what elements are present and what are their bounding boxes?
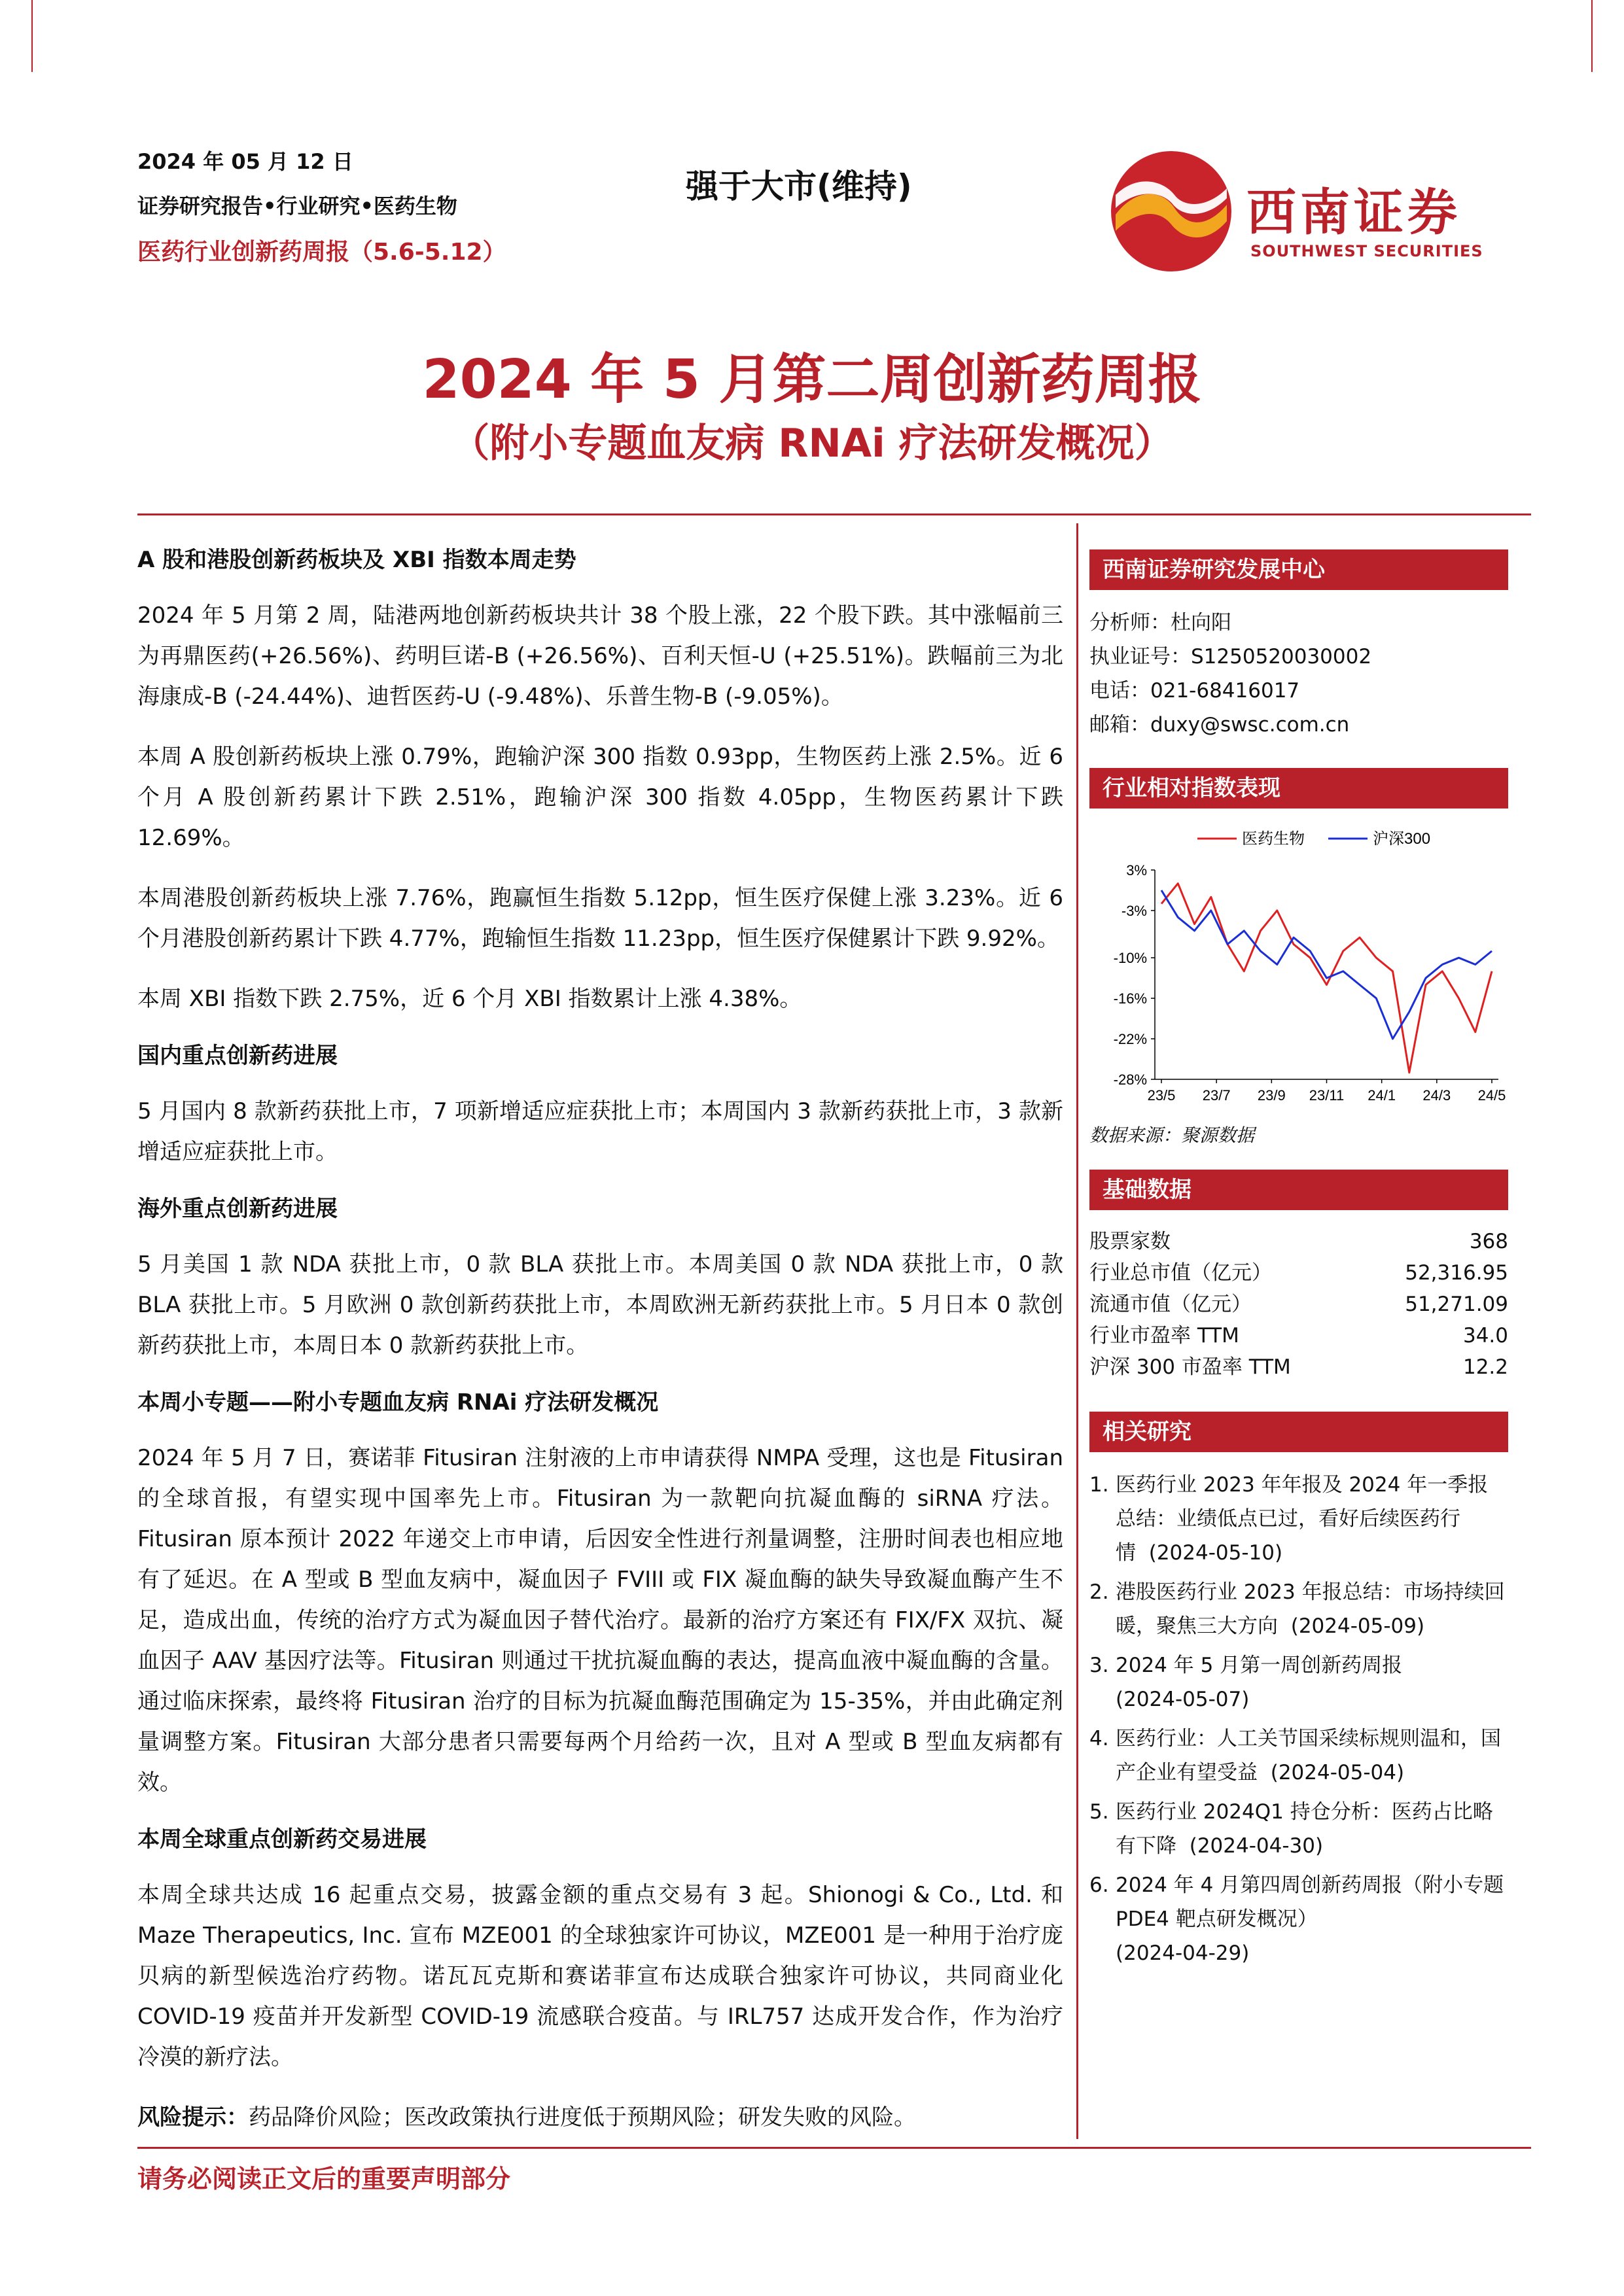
x-tick-label: 23/7 [1202,1087,1231,1104]
series-line-csi300 [1161,890,1492,1039]
y-tick-label: -16% [1113,990,1147,1007]
item-number: 4. [1089,1727,1109,1750]
research-center-header: 西南证券研究发展中心 [1089,549,1508,590]
item-date: (2024-05-07) [1116,1688,1250,1711]
phone-row [1089,674,1508,708]
y-tick-label: 3% [1126,862,1147,878]
x-tick-label: 23/11 [1309,1087,1345,1104]
list-item[interactable] [1089,1722,1508,1790]
y-tick-label: -10% [1113,950,1147,967]
row-label: 沪深 300 市盈率 TTM [1089,1355,1291,1379]
list-item[interactable] [1089,1795,1508,1863]
x-tick-label: 24/1 [1368,1087,1396,1104]
legend-label: 医药生物 [1242,830,1305,848]
section-heading: 本周全球重点创新药交易进展 [137,1826,427,1852]
paragraph: 本周全球共达成 16 起重点交易，披露金额的重点交易有 3 起。Shionogi & Co., Ltd. 和 Maze Therapeutics, Inc. 宣布 MZE001 的全球独家许可协议，MZE001 是一种用于治疗庞贝病的新型候选治疗药物。诺瓦瓦克斯和赛诺菲宣布达成联合独家许可协议，共同商业化 COVID-19 疫苗并开发新型 COVID-19 流感联合疫苗。与 IRL757 达成开发合作，作为治疗冷漠的新疗法。 [137,1882,1063,2070]
disclaimer-footer: 请务必阅读正文后的重要声明部分 [137,2164,511,2193]
section-special-topic [137,1385,1063,1803]
section-global-deals [137,1822,1063,2078]
section-domestic-progress [137,1039,1063,1172]
rating: 强于大市(维持) [686,167,912,205]
corner-line-left [31,0,33,72]
legend-label: 沪深300 [1373,830,1431,848]
item-date: (2024-05-04) [1270,1761,1405,1784]
section-market-trend [137,543,1063,1019]
risk-text: 药品降价风险；医改政策执行进度低于预期风险；研发失败的风险。 [249,2104,916,2131]
risk-warning [137,2097,1063,2138]
x-tick-label: 24/5 [1477,1087,1506,1104]
item-date: (2024-04-30) [1189,1834,1324,1858]
email-row [1089,708,1508,742]
corner-line-right [1591,0,1593,72]
company-logo [1109,145,1502,276]
row-label: 行业总市值（亿元） [1089,1261,1272,1285]
row-label: 股票家数 [1089,1230,1171,1253]
row-label: 行业市盈率 TTM [1089,1324,1239,1348]
item-number: 2. [1089,1580,1109,1604]
list-item[interactable] [1089,1575,1508,1643]
section-heading: A 股和港股创新药板块及 XBI 指数本周走势 [137,547,576,573]
y-tick-label: -22% [1113,1031,1147,1048]
info-label: 邮箱： [1089,713,1150,737]
risk-label: 风险提示： [137,2104,249,2131]
sidebar [1089,549,1508,1975]
info-label: 分析师： [1089,611,1171,635]
chart-header: 行业相对指数表现 [1089,768,1508,809]
basic-data-header: 基础数据 [1089,1170,1508,1210]
email-link[interactable]: duxy@swsc.com.cn [1150,713,1350,737]
item-date: (2024-04-29) [1116,1941,1250,1965]
x-tick-label: 23/9 [1257,1087,1286,1104]
info-label: 电话： [1089,679,1150,703]
analyst-info [1089,606,1508,742]
item-title: 医药行业 2024Q1 持仓分析：医药占比略有下降 [1116,1800,1493,1858]
related-research-list [1089,1468,1508,1970]
paragraph: 5 月国内 8 款新药获批上市，7 项新增适应症获批上市；本周国内 3 款新药获批上市，3 款新增适应症获批上市。 [137,1098,1063,1165]
item-title: 医药行业 2023 年年报及 2024 年一季报总结：业绩低点已过，看好后续医药行情 [1116,1473,1489,1565]
row-value: 34.0 [1462,1324,1508,1348]
item-number: 5. [1089,1800,1109,1824]
info-value: 021-68416017 [1150,679,1300,703]
item-number: 6. [1089,1873,1109,1897]
item-title: 港股医药行业 2023 年报总结：市场持续回暖，聚焦三大方向 [1116,1580,1505,1638]
report-subtitle: 医药行业创新药周报（5.6-5.12） [137,239,506,266]
info-value: 杜向阳 [1171,611,1231,635]
item-number: 3. [1089,1654,1109,1677]
section-heading: 海外重点创新药进展 [137,1196,338,1222]
list-item[interactable] [1089,1468,1508,1570]
table-row [1089,1351,1508,1383]
item-title: 2024 年 4 月第四周创新药周报（附小专题 PDE4 靶点研发概况） [1116,1873,1504,1931]
list-item[interactable] [1089,1648,1508,1716]
top-divider [137,513,1531,515]
row-label: 流通市值（亿元） [1089,1293,1252,1316]
section-overseas-progress [137,1192,1063,1366]
index-chart-svg [1089,824,1508,1112]
paragraph: 5 月美国 1 款 NDA 获批上市，0 款 BLA 获批上市。本周美国 0 款 NDA 获批上市，0 款 BLA 获批上市。5 月欧洲 0 款创新药获批上市，本周欧洲无新药获批上市。5 月日本 0 款创新药获批上市，本周日本 0 款新药获批上市。 [137,1251,1063,1359]
item-date: (2024-05-09) [1290,1614,1425,1638]
logo-english-name: SOUTHWEST SECURITIES [1250,242,1483,260]
row-value: 368 [1469,1230,1508,1253]
report-category: 证券研究报告•行业研究•医药生物 [137,194,457,218]
item-title: 2024 年 5 月第一周创新药周报 [1116,1654,1403,1677]
y-tick-label: -28% [1113,1071,1147,1088]
table-row [1089,1320,1508,1351]
row-value: 51,271.09 [1405,1293,1508,1316]
chart-source: 数据来源：聚源数据 [1089,1124,1255,1146]
table-row [1089,1257,1508,1289]
item-number: 1. [1089,1473,1109,1497]
paragraph: 本周 A 股创新药板块上涨 0.79%，跑输沪深 300 指数 0.93pp，生物医药上涨 2.5%。近 6 个月 A 股创新药累计下跌 2.51%，跑输沪深 300 指数 4.05pp，生物医药累计下跌 12.69%。 [137,744,1064,851]
paragraph: 本周 XBI 指数下跌 2.75%，近 6 个月 XBI 指数累计上涨 4.38%。 [137,986,802,1012]
column-divider [1076,523,1078,2139]
related-research-header: 相关研究 [1089,1412,1508,1452]
x-tick-label: 24/3 [1422,1087,1451,1104]
info-value: S1250520030002 [1191,645,1372,669]
y-tick-label: -3% [1121,902,1147,919]
logo-emblem-icon [1109,149,1233,273]
sub-title: （附小专题血友病 RNAi 疗法研发概况） [450,421,1174,466]
row-value: 12.2 [1462,1355,1508,1379]
section-heading: 国内重点创新药进展 [137,1043,338,1069]
paragraph: 2024 年 5 月 7 日，赛诺菲 Fitusiran 注射液的上市申请获得 NMPA 受理，这也是 Fitusiran 的全球首报，有望实现中国率先上市。Fitusiran 为一款靶向抗凝血酶的 siRNA 疗法。Fitusiran 原本预计 2022 年递交上市申请，后因安全性进行剂量调整，注册时间表也相应地有了延迟。在 A 型或 B 型血友病中，凝血因子 FVIII 或 FIX 凝血酶的缺失导致凝血酶产生不足，造成出血，传统的治疗方式为凝血因子替代治疗。最新的治疗方案还有 FIX/FX 双抗、凝血因子 AAV 基因疗法等。Fitusiran 则通过干扰抗凝血酶的表达，提高血液中凝血酶的含量。通过临床探索，最终将 Fitusiran 治疗的目标为抗凝血酶范围确定为 15-35%，并由此确定剂量调整方案。Fitusiran 大部分患者只需要每两个月给药一次，且对 A 型或 B 型血友病都有效。 [137,1445,1063,1796]
table-row [1089,1289,1508,1320]
x-tick-label: 23/5 [1147,1087,1176,1104]
report-date: 2024 年 05 月 12 日 [137,149,353,174]
row-value: 52,316.95 [1405,1261,1508,1285]
license-row [1089,640,1508,674]
paragraph: 本周港股创新药板块上涨 7.76%，跑赢恒生指数 5.12pp，恒生医疗保健上涨 3.23%。近 6 个月港股创新药累计下跌 4.77%，跑输恒生指数 11.23pp，恒生医疗保健累计下跌 9.92%。 [137,885,1063,952]
info-label: 执业证号： [1089,645,1191,669]
paragraph: 2024 年 5 月第 2 周，陆港两地创新药板块共计 38 个股上涨，22 个股下跌。其中涨幅前三为再鼎医药(+26.56%)、药明巨诺-B (+26.56%)、百利天恒-U (+25.51%)。跌幅前三为北海康成-B (-24.44%)、迪哲医药-U (-9.48%)、乐普生物-B (-9.05%)。 [137,602,1063,710]
section-heading: 本周小专题——附小专题血友病 RNAi 疗法研发概况 [137,1389,659,1416]
main-title: 2024 年 5 月第二周创新药周报 [422,349,1202,411]
analyst-row [1089,606,1508,640]
item-title: 医药行业：人工关节国采续标规则温和，国产企业有望受益 [1116,1727,1501,1784]
table-row [1089,1226,1508,1257]
bottom-divider [137,2147,1531,2149]
index-chart [1089,824,1508,1112]
basic-data-table [1089,1226,1508,1383]
item-date: (2024-05-10) [1148,1541,1283,1565]
list-item[interactable] [1089,1868,1508,1970]
logo-chinese-name: 西南证券 [1246,183,1461,241]
main-content [137,543,1063,2138]
